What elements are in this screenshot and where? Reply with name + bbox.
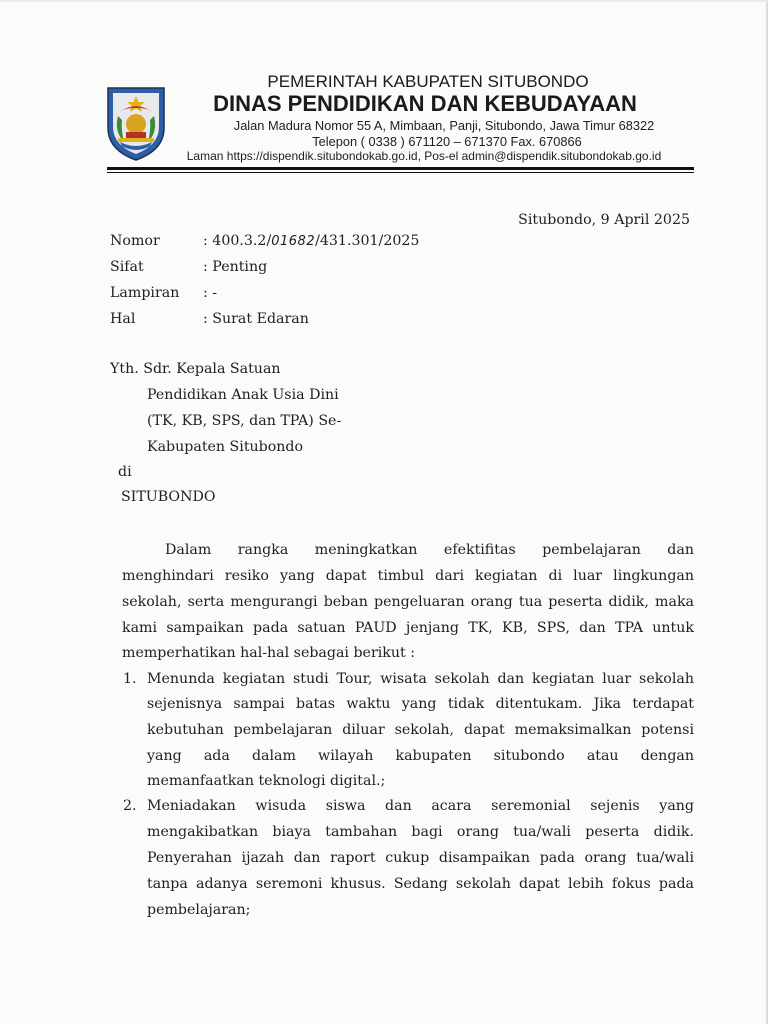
hal-value: : Surat Edaran <box>203 311 309 327</box>
intro-line: sekolah, serta mengurangi beban pengeluaran orang tua peserta didik, maka <box>122 594 694 610</box>
item-line: memanfaatkan teknologi digital.; <box>147 773 386 789</box>
nomor-handwritten: 01682 <box>271 234 316 249</box>
item-line: kebutuhan pembelajaran diluar sekolah, dapat memaksimalkan potensi <box>147 722 694 738</box>
letterhead-divider-thin <box>107 172 694 173</box>
hal-label: Hal <box>110 311 136 327</box>
letterhead-web: Laman https://dispendik.situbondokab.go.id, Pos-el admin@dispendik.situbondokab.go.id <box>186 149 662 163</box>
item-number: 2. <box>123 798 137 814</box>
item-number: 1. <box>123 671 137 687</box>
recipient-di: di <box>118 464 132 480</box>
letterhead-government: PEMERINTAH KABUPATEN SITUBONDO <box>267 72 589 91</box>
recipient-line: Pendidikan Anak Usia Dini <box>147 387 339 403</box>
lampiran-value: : - <box>203 285 218 301</box>
nomor-label: Nomor <box>110 233 160 249</box>
item-line: Penyerahan ijazah dan raport cukup disampaikan pada orang tua/wali <box>147 850 694 866</box>
intro-line: Dalam rangka meningkatkan efektifitas pembelajaran dan <box>165 542 694 558</box>
item-line: sejenisnya sampai batas waktu yang tidak ditentukam. Jika terdapat <box>147 696 694 712</box>
letter-date: Situbondo, 9 April 2025 <box>518 212 690 228</box>
item-line: yang ada dalam wilayah kabupaten situbondo atau dengan <box>147 748 694 764</box>
nomor-suffix: /431.301/2025 <box>315 233 420 249</box>
lampiran-label: Lampiran <box>110 285 180 301</box>
sifat-value: : Penting <box>203 259 268 275</box>
item-line: pembelajaran; <box>147 902 251 918</box>
letterhead-phone: Telepon ( 0338 ) 671120 – 671370 Fax. 670866 <box>312 134 582 149</box>
nomor-value <box>203 233 419 249</box>
nomor-prefix: : 400.3.2/ <box>203 233 272 249</box>
sifat-label: Sifat <box>110 259 144 275</box>
letterhead-address: Jalan Madura Nomor 55 A, Mimbaan, Panji, Situbondo, Jawa Timur 68322 <box>233 118 655 133</box>
recipient-line: (TK, KB, SPS, dan TPA) Se- <box>147 413 342 429</box>
item-line: mengakibatkan biaya tambahan bagi orang tua/wali peserta didik. <box>147 824 694 840</box>
recipient-line: Yth. Sdr. Kepala Satuan <box>110 361 281 377</box>
letter-page <box>0 2 768 1024</box>
letterhead-divider-thick <box>107 167 694 170</box>
intro-line: kami sampaikan pada satuan PAUD jenjang TK, KB, SPS, dan TPA untuk <box>122 620 694 636</box>
intro-line: memperhatikan hal-hal sebagai berikut : <box>122 645 415 661</box>
recipient-city: SITUBONDO <box>121 489 216 505</box>
letterhead-agency: DINAS PENDIDIKAN DAN KEBUDAYAAN <box>213 91 637 116</box>
item-line: Meniadakan wisuda siswa dan acara seremonial sejenis yang <box>147 798 694 814</box>
intro-line: menghindari resiko yang dapat timbul dari kegiatan di luar lingkungan <box>122 568 694 584</box>
item-line: tanpa adanya seremoni khusus. Sedang sekolah dapat lebih fokus pada <box>147 876 694 892</box>
item-line: Menunda kegiatan studi Tour, wisata sekolah dan kegiatan luar sekolah <box>147 671 694 687</box>
recipient-line: Kabupaten Situbondo <box>147 439 304 455</box>
